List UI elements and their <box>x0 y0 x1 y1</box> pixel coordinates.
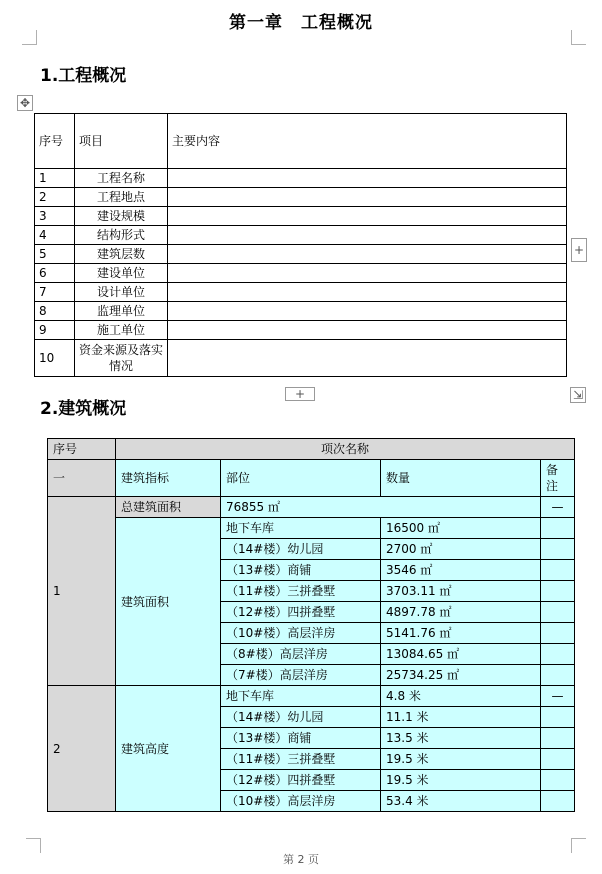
item-content <box>168 321 567 340</box>
table-row <box>35 340 567 377</box>
quantity: 13.5 米 <box>381 728 541 749</box>
item-content <box>168 226 567 245</box>
quantity: 4.8 米 <box>381 686 541 707</box>
sub-header-cell: 部位 <box>221 460 381 497</box>
page-number: 第 2 页 <box>283 853 319 866</box>
note <box>541 644 575 665</box>
header-cell: 项目 <box>75 114 168 169</box>
sub-no: 一 <box>48 460 116 497</box>
quantity: 13084.65 ㎡ <box>381 644 541 665</box>
note <box>541 560 575 581</box>
quantity: 16500 ㎡ <box>381 518 541 539</box>
note <box>541 770 575 791</box>
note <box>541 518 575 539</box>
header-name: 项次名称 <box>116 439 575 460</box>
part-name: （12#楼）四拼叠墅 <box>221 602 381 623</box>
item-name: 资金来源及落实情况 <box>75 340 168 377</box>
row-number: 9 <box>35 321 75 340</box>
table-row <box>35 169 567 188</box>
sub-header-cell: 建筑指标 <box>116 460 221 497</box>
header-cell: 序号 <box>35 114 75 169</box>
project-overview-table <box>34 113 567 377</box>
note <box>541 791 575 812</box>
table-row <box>48 686 575 707</box>
building-overview-table <box>47 438 575 812</box>
item-name: 结构形式 <box>75 226 168 245</box>
move-handle-icon[interactable]: ✥ <box>17 95 33 111</box>
item-content <box>168 207 567 226</box>
item-name: 建设单位 <box>75 264 168 283</box>
part-name: 地下车库 <box>221 686 381 707</box>
height-group-no: 2 <box>48 686 116 812</box>
table-row <box>48 497 575 518</box>
item-content <box>168 302 567 321</box>
quantity: 53.4 米 <box>381 791 541 812</box>
part-name: （7#楼）高层洋房 <box>221 665 381 686</box>
item-name: 工程名称 <box>75 169 168 188</box>
table-header-row <box>35 114 567 169</box>
height-note: — <box>541 686 575 707</box>
item-content <box>168 188 567 207</box>
table-row <box>35 283 567 302</box>
total-area-label: 总建筑面积 <box>116 497 221 518</box>
sub-header-cell: 数量 <box>381 460 541 497</box>
row-number: 10 <box>35 340 75 377</box>
table-row <box>35 188 567 207</box>
part-name: （11#楼）三拼叠墅 <box>221 749 381 770</box>
table-row <box>35 302 567 321</box>
total-area-note: — <box>541 497 575 518</box>
note <box>541 728 575 749</box>
part-name: （11#楼）三拼叠墅 <box>221 581 381 602</box>
row-number: 6 <box>35 264 75 283</box>
note <box>541 539 575 560</box>
quantity: 2700 ㎡ <box>381 539 541 560</box>
row-number: 5 <box>35 245 75 264</box>
item-name: 建筑层数 <box>75 245 168 264</box>
item-name: 施工单位 <box>75 321 168 340</box>
item-name: 设计单位 <box>75 283 168 302</box>
quantity: 4897.78 ㎡ <box>381 602 541 623</box>
row-number: 8 <box>35 302 75 321</box>
part-name: （12#楼）四拼叠墅 <box>221 770 381 791</box>
quantity: 19.5 米 <box>381 770 541 791</box>
quantity: 3703.11 ㎡ <box>381 581 541 602</box>
note <box>541 749 575 770</box>
part-name: （8#楼）高层洋房 <box>221 644 381 665</box>
height-label: 建筑高度 <box>116 686 221 812</box>
table-row <box>48 518 575 539</box>
part-name: 地下车库 <box>221 518 381 539</box>
table-row <box>48 439 575 460</box>
quantity: 11.1 米 <box>381 707 541 728</box>
table-row <box>48 460 575 497</box>
part-name: （14#楼）幼儿园 <box>221 707 381 728</box>
table-row <box>35 264 567 283</box>
row-number: 7 <box>35 283 75 302</box>
quantity: 3546 ㎡ <box>381 560 541 581</box>
table-row <box>35 245 567 264</box>
note <box>541 581 575 602</box>
note <box>541 602 575 623</box>
item-content <box>168 283 567 302</box>
quantity: 19.5 米 <box>381 749 541 770</box>
part-name: （10#楼）高层洋房 <box>221 791 381 812</box>
total-area-value: 76855 ㎡ <box>221 497 541 518</box>
add-column-button[interactable]: + <box>571 238 587 262</box>
quantity: 25734.25 ㎡ <box>381 665 541 686</box>
header-cell: 主要内容 <box>168 114 567 169</box>
resize-icon[interactable]: ⇲ <box>570 387 586 403</box>
note <box>541 665 575 686</box>
item-name: 监理单位 <box>75 302 168 321</box>
area-group-no: 1 <box>48 497 116 686</box>
sub-header-cell: 备注 <box>541 460 575 497</box>
note <box>541 707 575 728</box>
part-name: （13#楼）商铺 <box>221 728 381 749</box>
row-number: 4 <box>35 226 75 245</box>
area-label: 建筑面积 <box>116 518 221 686</box>
table-row <box>35 321 567 340</box>
part-name: （10#楼）高层洋房 <box>221 623 381 644</box>
row-number: 1 <box>35 169 75 188</box>
add-row-button[interactable]: + <box>285 387 315 401</box>
item-content <box>168 264 567 283</box>
item-name: 建设规模 <box>75 207 168 226</box>
item-content <box>168 245 567 264</box>
item-content <box>168 169 567 188</box>
header-no: 序号 <box>48 439 116 460</box>
row-number: 3 <box>35 207 75 226</box>
table-row <box>35 207 567 226</box>
part-name: （13#楼）商铺 <box>221 560 381 581</box>
row-number: 2 <box>35 188 75 207</box>
quantity: 5141.76 ㎡ <box>381 623 541 644</box>
part-name: （14#楼）幼儿园 <box>221 539 381 560</box>
item-content <box>168 340 567 377</box>
note <box>541 623 575 644</box>
section-1-title: 1.工程概况 <box>40 66 127 86</box>
item-name: 工程地点 <box>75 188 168 207</box>
section-2-title: 2.建筑概况 <box>40 399 127 419</box>
table-row <box>35 226 567 245</box>
chapter-title: 第一章 工程概况 <box>229 13 373 33</box>
